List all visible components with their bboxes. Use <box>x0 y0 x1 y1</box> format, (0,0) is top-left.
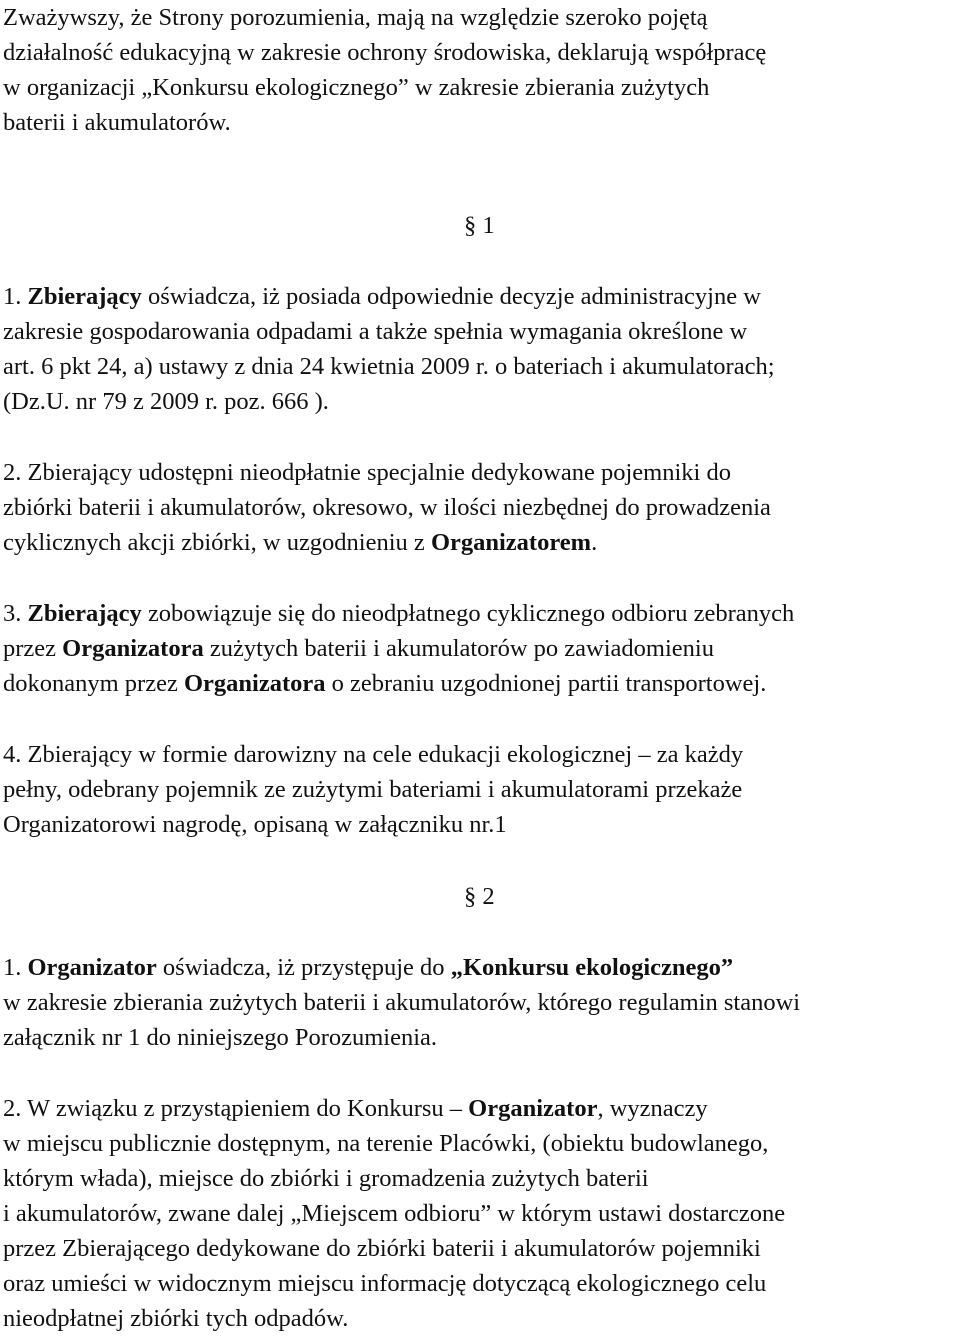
bold-term: Organizator <box>27 954 157 981</box>
bold-term: Zbierający <box>27 283 142 310</box>
paragraph-line: w miejscu publicznie dostępnym, na terenie Placówki, (obiektu budowlanego, <box>3 1130 769 1157</box>
intro-line: Zważywszy, że Strony porozumienia, mają na względzie szeroko pojętą <box>3 4 708 31</box>
intro-line: baterii i akumulatorów. <box>3 109 231 136</box>
intro-paragraph <box>3 0 960 140</box>
section-1-point-2 <box>3 455 960 560</box>
line-text: dokonanym przez <box>3 670 178 697</box>
paragraph-line: art. 6 pkt 24, a) ustawy z dnia 24 kwietnia 2009 r. o bateriach i akumulatorach; <box>3 353 775 380</box>
paragraph-line: Organizatorowi nagrodę, opisaną w załączniku nr.1 <box>3 811 507 838</box>
intro-line: działalność edukacyjną w zakresie ochrony środowiska, deklarują współpracę <box>3 39 767 66</box>
paragraph-line: i akumulatorów, zwane dalej „Miejscem odbioru” w którym ustawi dostarczone <box>3 1200 786 1227</box>
line-text: oświadcza, iż przystępuje do <box>162 954 445 981</box>
section-2-point-1 <box>3 950 960 1055</box>
paragraph-line: zbiórki baterii i akumulatorów, okresowo, w ilości niezbędnej do prowadzenia <box>3 494 771 521</box>
line-text: zużytych baterii i akumulatorów po zawiadomieniu <box>209 635 714 662</box>
line-text: , wyznaczy <box>597 1095 708 1122</box>
line-text: oświadcza, iż posiada odpowiednie decyzje administracyjne w <box>147 283 761 310</box>
point-number: 3. <box>3 600 22 627</box>
bold-term: Organizatora <box>62 635 204 662</box>
paragraph-line: (Dz.U. nr 79 z 2009 r. poz. 666 ). <box>3 388 329 415</box>
paragraph-line: w zakresie zbierania zużytych baterii i akumulatorów, którego regulamin stanowi <box>3 989 801 1016</box>
bold-term: „Konkursu ekologicznego” <box>450 954 734 981</box>
section-2-heading: § 2 <box>464 883 495 910</box>
line-text: przez <box>3 635 57 662</box>
bold-term: Organizatorem <box>430 529 592 556</box>
paragraph-line: zakresie gospodarowania odpadami a także spełnia wymagania określone w <box>3 318 748 345</box>
paragraph-line <box>3 279 960 314</box>
bold-term: Zbierający <box>27 600 142 627</box>
section-1-heading: § 1 <box>464 212 495 239</box>
paragraph-line <box>3 596 960 631</box>
paragraph-line: nieodpłatnej zbiórki tych odpadów. <box>3 1305 349 1332</box>
section-1-point-4 <box>3 737 960 842</box>
paragraph-line <box>3 1091 960 1126</box>
point-number: 1. <box>3 283 22 310</box>
line-text: cyklicznych akcji zbiórki, w uzgodnieniu z <box>3 529 425 556</box>
intro-line: w organizacji „Konkursu ekologicznego” w zakresie zbierania zużytych <box>3 74 710 101</box>
paragraph-line: pełny, odebrany pojemnik ze zużytymi bateriami i akumulatorami przekaże <box>3 776 743 803</box>
paragraph-line <box>3 950 960 985</box>
line-text: zobowiązuje się do nieodpłatnego cyklicznego odbioru zebranych <box>147 600 795 627</box>
bold-term: Organizatora <box>183 670 326 697</box>
paragraph-line: którym włada), miejsce do zbiórki i gromadzenia zużytych baterii <box>3 1165 649 1192</box>
paragraph-line: oraz umieści w widocznym miejscu informację dotyczącą ekologicznego celu <box>3 1270 767 1297</box>
section-1-point-1 <box>3 279 960 419</box>
line-text: o zebraniu uzgodnionej partii transportowej. <box>331 670 767 697</box>
line-text: . <box>591 529 598 556</box>
paragraph-line: przez Zbierającego dedykowane do zbiórki baterii i akumulatorów pojemniki <box>3 1235 761 1262</box>
paragraph-line: 2. Zbierający udostępni nieodpłatnie specjalnie dedykowane pojemniki do <box>3 459 731 486</box>
paragraph-line <box>3 525 960 560</box>
paragraph-line: 4. Zbierający w formie darowizny na cele edukacji ekologicznej – za każdy <box>3 741 744 768</box>
paragraph-line <box>3 631 960 666</box>
point-number: 1. <box>3 954 22 981</box>
section-1-point-3 <box>3 596 960 701</box>
section-2-point-2 <box>3 1091 960 1336</box>
paragraph-line: załącznik nr 1 do niniejszego Porozumienia. <box>3 1024 438 1051</box>
line-text: 2. W związku z przystąpieniem do Konkursu – <box>3 1095 463 1122</box>
paragraph-line <box>3 666 960 701</box>
bold-term: Organizator <box>468 1095 598 1122</box>
